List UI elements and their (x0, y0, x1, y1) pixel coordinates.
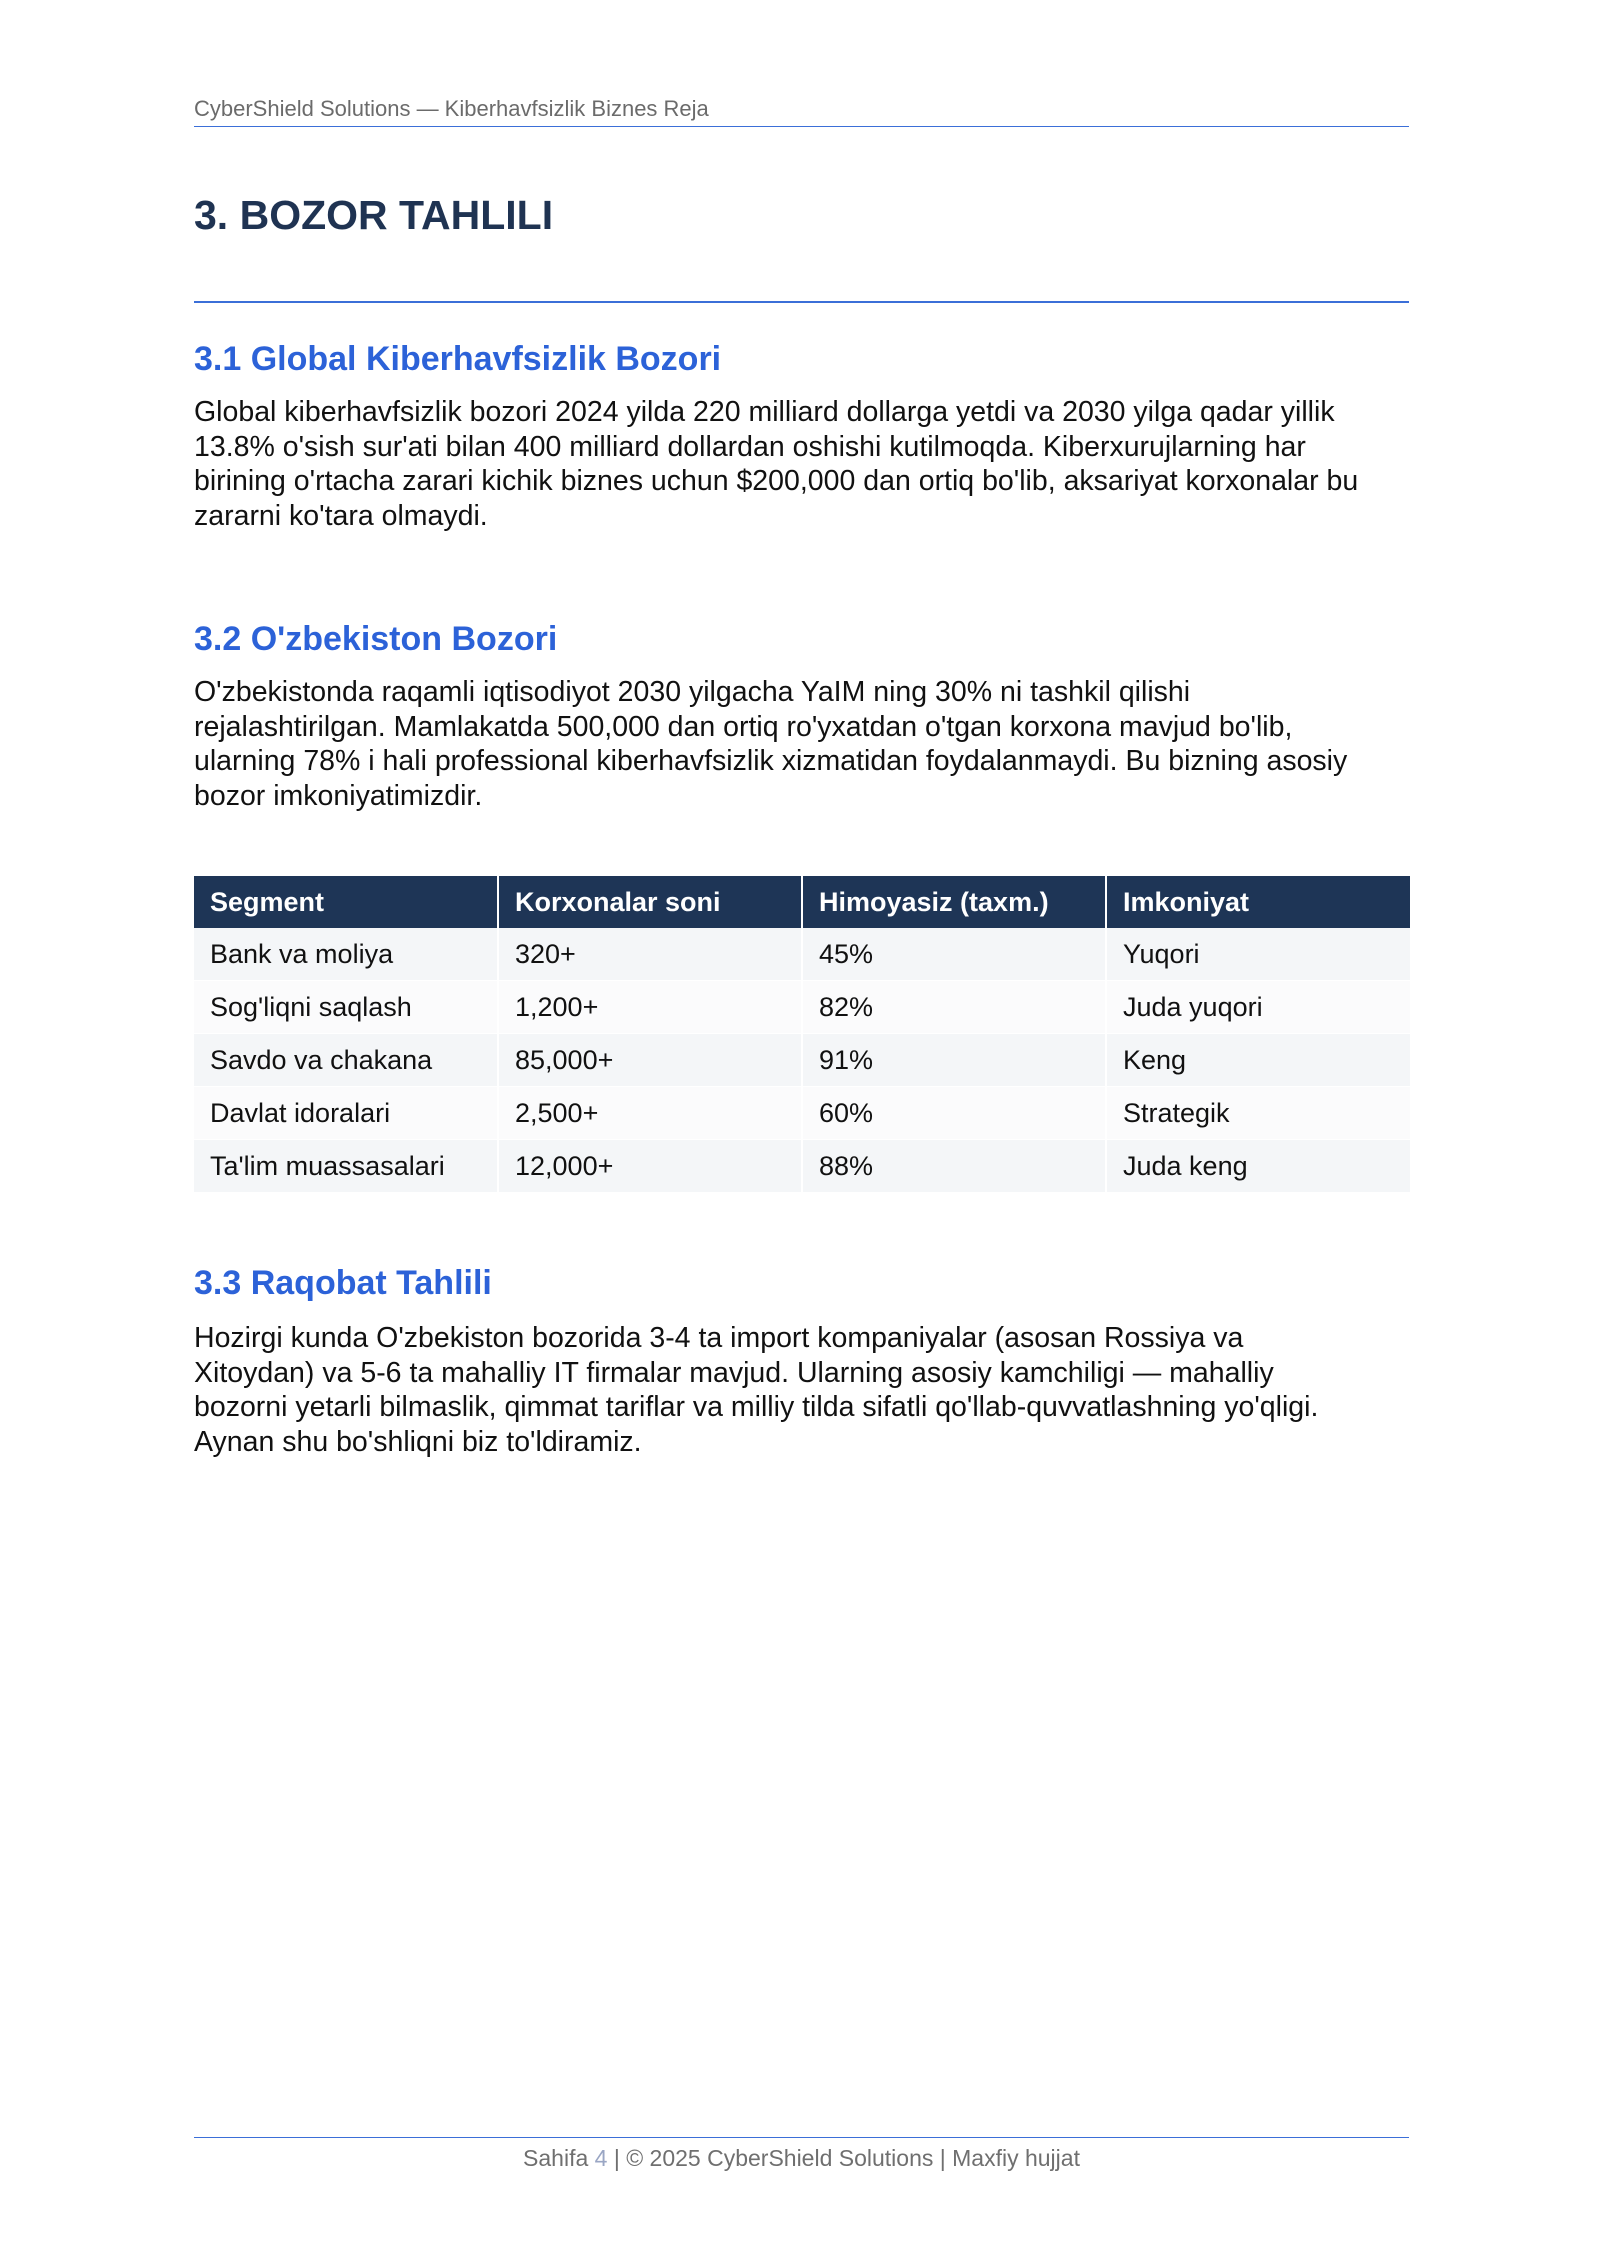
section-body-uzbekistan-market (194, 675, 1414, 813)
table-row (194, 928, 1410, 981)
footer-page-number: 4 (594, 2145, 608, 2171)
table-cell: Savdo va chakana (194, 1034, 498, 1087)
table-cell: Sog'liqni saqlash (194, 981, 498, 1034)
text-line: bozorni yetarli bilmaslik, qimmat tariflar va milliy tilda sifatli qo'llab-quvvatlashning yo'qligi. (194, 1391, 1319, 1423)
column-header-unprotected: Himoyasiz (taxm.) (802, 876, 1106, 928)
table-row (194, 1034, 1410, 1087)
column-header-segment: Segment (194, 876, 498, 928)
footer-copyright: | © 2025 CyberShield Solutions | Maxfiy hujjat (613, 2145, 1080, 2171)
table-cell: 45% (802, 928, 1106, 981)
section-body-global-market (194, 395, 1414, 533)
table-row (194, 981, 1410, 1034)
table-cell: 91% (802, 1034, 1106, 1087)
section-heading-competition: 3.3 Raqobat Tahlili (194, 1264, 492, 1302)
table-row (194, 1087, 1410, 1140)
table-cell: 82% (802, 981, 1106, 1034)
table-cell: 1,200+ (498, 981, 802, 1034)
chapter-title: 3. BOZOR TAHLILI (194, 192, 554, 238)
table-cell: 60% (802, 1087, 1106, 1140)
section-body-competition (194, 1321, 1414, 1459)
text-line: Aynan shu bo'shliqni biz to'ldiramiz. (194, 1425, 642, 1458)
table-cell: Bank va moliya (194, 928, 498, 981)
section-heading-global-market: 3.1 Global Kiberhavfsizlik Bozori (194, 340, 722, 378)
table-cell: Yuqori (1106, 928, 1410, 981)
market-segment-table (194, 876, 1410, 1193)
text-line: birining o'rtacha zarari kichik biznes uchun $200,000 dan ortiq bo'lib, aksariyat korxonalar bu (194, 465, 1359, 497)
table-row (194, 1140, 1410, 1193)
text-line: O'zbekistonda raqamli iqtisodiyot 2030 yilgacha YaIM ning 30% ni tashkil qilishi (194, 676, 1191, 708)
table-cell: Juda keng (1106, 1140, 1410, 1193)
table-cell: 320+ (498, 928, 802, 981)
table-cell: 2,500+ (498, 1087, 802, 1140)
table-cell: Keng (1106, 1034, 1410, 1087)
running-header: CyberShield Solutions — Kiberhavfsizlik Biznes Reja (194, 96, 709, 121)
table-header-row (194, 876, 1410, 928)
table-cell: Juda yuqori (1106, 981, 1410, 1034)
text-line: Global kiberhavfsizlik bozori 2024 yilda 220 milliard dollarga yetdi va 2030 yilga qadar yillik (194, 396, 1335, 428)
text-line: 13.8% o'sish sur'ati bilan 400 milliard dollardan oshishi kutilmoqda. Kiberxurujlarning har (194, 430, 1306, 463)
table-cell: 12,000+ (498, 1140, 802, 1193)
column-header-opportunity: Imkoniyat (1106, 876, 1410, 928)
text-line: zararni ko'tara olmaydi. (194, 499, 488, 532)
header-divider (194, 126, 1409, 127)
page-footer (194, 2145, 1409, 2172)
text-line: bozor imkoniyatimizdir. (194, 779, 483, 812)
text-line: Hozirgi kunda O'zbekiston bozorida 3-4 ta import kompaniyalar (asosan Rossiya va (194, 1322, 1244, 1354)
chapter-divider (194, 301, 1409, 303)
text-line: rejalashtirilgan. Mamlakatda 500,000 dan ortiq ro'yxatdan o'tgan korxona mavjud bo'lib, (194, 710, 1293, 743)
text-line: ularning 78% i hali professional kiberhavfsizlik xizmatidan foydalanmaydi. Bu bizning asosiy (194, 745, 1348, 777)
table-cell: 88% (802, 1140, 1106, 1193)
footer-page-label: Sahifa (523, 2145, 589, 2171)
footer-divider (194, 2137, 1409, 2138)
table-cell: 85,000+ (498, 1034, 802, 1087)
section-heading-uzbekistan-market: 3.2 O'zbekiston Bozori (194, 620, 558, 658)
table-cell: Strategik (1106, 1087, 1410, 1140)
column-header-companies: Korxonalar soni (498, 876, 802, 928)
table-cell: Ta'lim muassasalari (194, 1140, 498, 1193)
text-line: Xitoydan) va 5-6 ta mahalliy IT firmalar mavjud. Ularning asosiy kamchiligi — mahalliy (194, 1356, 1274, 1389)
table-cell: Davlat idoralari (194, 1087, 498, 1140)
